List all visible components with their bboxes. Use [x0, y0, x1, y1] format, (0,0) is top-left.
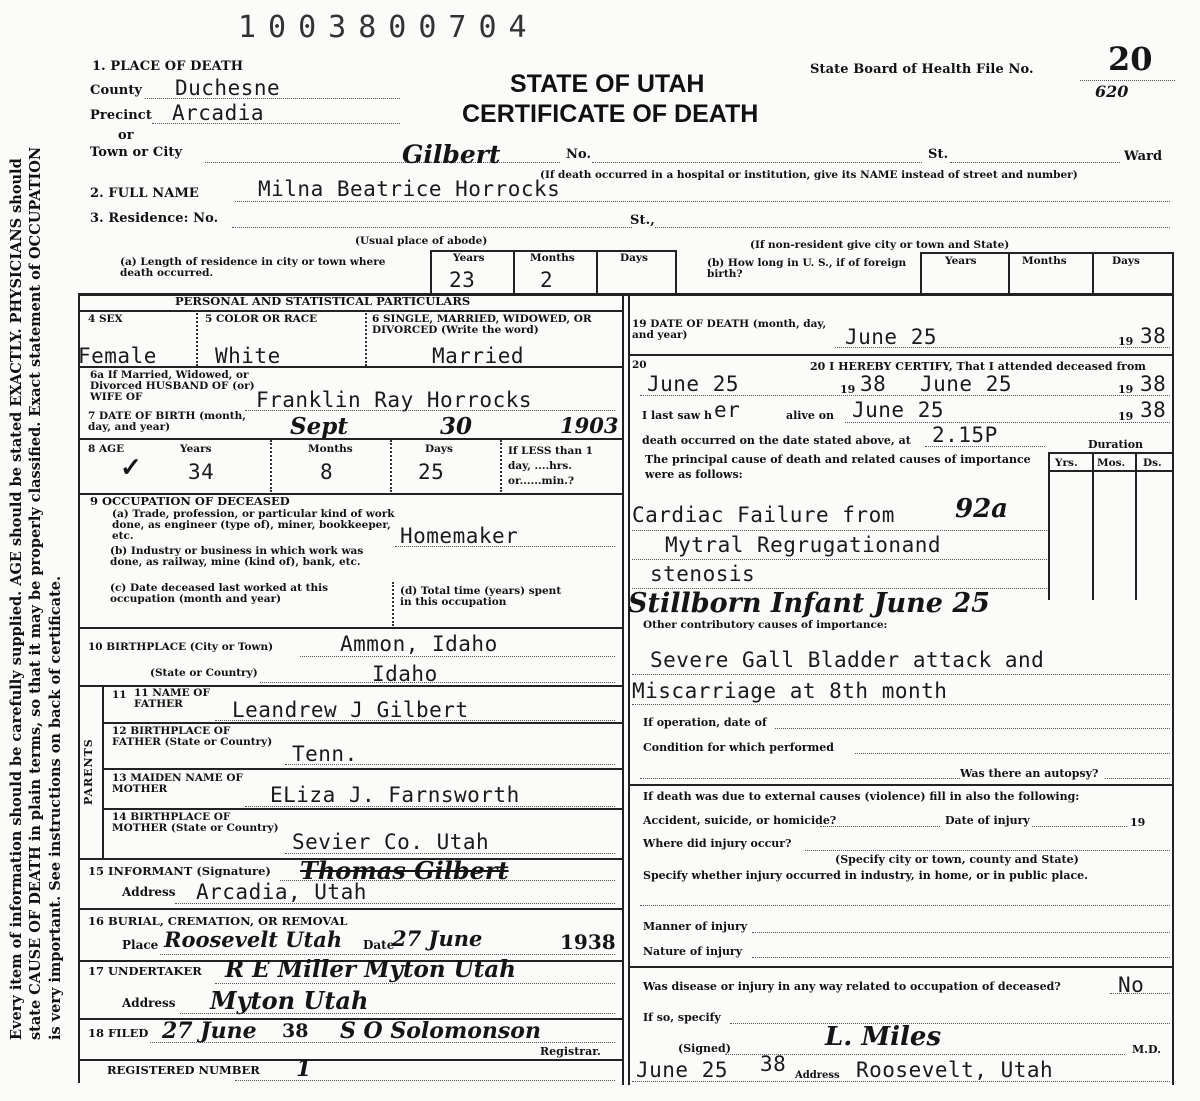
residence-street-label: St., [630, 213, 655, 228]
file-note: 620 [1095, 82, 1129, 101]
signed-date: June 25 [636, 1058, 729, 1082]
side-instructions-3: is very important. See instructions on back of certificate. [47, 575, 64, 1040]
mos-label: Mos. [1097, 457, 1126, 469]
cause-label: The principal cause of death and related causes of importance were as follows: [645, 453, 1031, 481]
occupation-b-label: (b) Industry or business in which work was done, as railway, mine (kind of), bank, etc. [110, 545, 364, 568]
length-residence-label: (a) Length of residence in city or town where death occurred. [120, 256, 386, 279]
filed-date: 27 June [162, 1018, 257, 1044]
color-value: White [215, 344, 281, 368]
attended-from: June 25 [647, 372, 740, 396]
last-saw-year: 38 [1140, 398, 1167, 422]
cause-line-2: Mytral Regrugationand [665, 533, 942, 557]
attended-to: June 25 [920, 372, 1013, 396]
last-saw-suffix: er [714, 398, 741, 422]
father-birthplace-label: 12 BIRTHPLACE OF FATHER (State or Country) [112, 725, 273, 748]
undertaker-address: Myton Utah [210, 986, 369, 1015]
less-than-day-label: If LESS than 1 day, ....hrs. or......min.? [508, 445, 593, 487]
place-of-death-label: 1. PLACE OF DEATH [92, 59, 244, 74]
burial-date: 27 June [392, 926, 483, 951]
cause-insert: 92a [955, 494, 1009, 524]
marital-label: 6 SINGLE, MARRIED, WIDOWED, OR DIVORCED (Write the word) [372, 313, 592, 336]
specify-city-label: (Specify city or town, county and State) [835, 853, 1079, 866]
dod-label: 19 DATE OF DEATH (month, day, and year) [632, 318, 827, 341]
mother-value: ELiza J. Farnsworth [270, 783, 520, 807]
operation-label: If operation, date of [643, 716, 767, 729]
other-cause-2: Miscarriage at 8th month [632, 679, 948, 703]
nature-label: Nature of injury [643, 945, 743, 958]
residence-months: 2 [540, 268, 554, 292]
attended-from-year: 38 [860, 372, 887, 396]
to-year-prefix: 19 [1118, 383, 1134, 396]
other-cause-1: Severe Gall Bladder attack and [650, 648, 1045, 672]
burial-year: 1938 [560, 930, 616, 954]
precinct-value: Arcadia [172, 101, 265, 125]
town-label: Town or City [90, 145, 183, 160]
registered-number-label: REGISTERED NUMBER [107, 1063, 260, 1077]
occupation-d-label: (d) Total time (years) spent in this occupation [400, 585, 562, 608]
dob-month: Sept [290, 413, 348, 440]
mother-birthplace: Sevier Co. Utah [292, 830, 490, 854]
side-instructions-1: Every item of information should be carefully supplied. AGE should be stated EXACTLY. PHYSICIANS should [8, 158, 25, 1040]
father-value: Leandrew J Gilbert [232, 698, 469, 722]
age-months: 8 [320, 460, 334, 484]
signed-label: (Signed) [678, 1042, 731, 1055]
mother-birthplace-label: 14 BIRTHPLACE OF MOTHER (State or Country) [112, 811, 279, 834]
occupation-c-label: (c) Date deceased last worked at this occupation (month and year) [110, 582, 328, 605]
file-number: 20 [1108, 40, 1153, 78]
certify-number: 20 [632, 359, 647, 371]
serial-number: 1003800704 [238, 10, 539, 45]
ward-label: Ward [1124, 149, 1163, 164]
time-of-death: 2.15P [932, 423, 998, 447]
injury-year-label: 19 [1130, 816, 1146, 829]
specify-industry-label: Specify whether injury occurred in industry, in home, or in public place. [643, 869, 1088, 882]
age-years: 34 [188, 460, 215, 484]
age-label: 8 AGE [88, 443, 125, 455]
undertaker-name: R E Miller Myton Utah [225, 956, 516, 983]
undertaker-address-label: Address [122, 996, 176, 1010]
color-label: 5 COLOR OR RACE [205, 313, 318, 325]
cause-line-3: stenosis [650, 562, 756, 586]
informant-address: Arcadia, Utah [196, 880, 367, 904]
informant-signature: Thomas Gilbert [300, 856, 509, 885]
father-label: 11 NAME OF FATHER [134, 687, 210, 710]
burial-date-label: Date [363, 938, 395, 952]
title-certificate: CERTIFICATE OF DEATH [462, 100, 759, 128]
informant-address-label: Address [122, 885, 176, 899]
external-causes-label: If death was due to external causes (violence) fill in also the following: [643, 790, 1080, 803]
precinct-label: Precinct [90, 108, 152, 123]
dod-year: 38 [1140, 324, 1167, 348]
age-days: 25 [418, 460, 445, 484]
dob-day: 30 [440, 413, 473, 440]
autopsy-label: Was there an autopsy? [960, 767, 1099, 780]
filed-year: 38 [282, 1020, 309, 1042]
full-name-label: 2. FULL NAME [90, 186, 199, 201]
birthplace-city: Ammon, Idaho [340, 632, 498, 656]
residence-years-label: Years [453, 252, 485, 264]
residence-label: 3. Residence: No. [90, 211, 219, 226]
us-months-label: Months [1022, 255, 1067, 267]
accident-label: Accident, suicide, or homicide? [643, 814, 837, 827]
mother-label: 13 MAIDEN NAME OF MOTHER [112, 772, 243, 795]
burial-place: Roosevelt Utah [164, 927, 343, 952]
sex-value: Female [78, 344, 157, 368]
spouse-label: 6a If Married, Widowed, or Divorced HUSBAND OF (or) WIFE OF [90, 369, 255, 403]
birthplace-state-label: (State or Country) [150, 667, 258, 679]
certify-label: 20 I HEREBY CERTIFY, That I attended deceased from [810, 360, 1146, 373]
md-label: M.D. [1132, 1043, 1161, 1056]
undertaker-label: 17 UNDERTAKER [88, 964, 202, 978]
age-days-label: Days [425, 443, 453, 455]
other-causes-label: Other contributory causes of importance: [643, 619, 888, 631]
occurred-label: death occurred on the date stated above, at [642, 434, 911, 447]
nonresident-label: (If non-resident give city or town and State) [750, 239, 1010, 251]
registrar-signature: S O Solomonson [340, 1018, 541, 1044]
hospital-note: (If death occurred in a hospital or institution, give its NAME instead of street and number) [540, 169, 1078, 181]
residence-days-label: Days [620, 252, 648, 264]
last-saw-year-prefix: 19 [1118, 410, 1134, 423]
spouse-value: Franklin Ray Horrocks [256, 388, 533, 412]
informant-label: 15 INFORMANT (Signature) [88, 864, 271, 878]
residence-months-label: Months [530, 252, 575, 264]
age-check-icon: ✓ [120, 453, 142, 483]
physician-address: Roosevelt, Utah [856, 1058, 1054, 1082]
file-number-label: State Board of Health File No. [810, 62, 1034, 77]
side-instructions-2: state CAUSE OF DEATH in plain terms, so that it may be properly classified. Exact statement of OCCUPATION [27, 146, 44, 1040]
alive-on-label: alive on [786, 409, 835, 422]
related-value: No [1118, 973, 1145, 997]
birthplace-label: 10 BIRTHPLACE (City or Town) [88, 641, 274, 653]
yrs-label: Yrs. [1055, 457, 1078, 469]
stillborn-note: Stillborn Infant June 25 [628, 588, 990, 619]
dob-label: 7 DATE OF BIRTH (month, day, and year) [88, 410, 246, 433]
signed-year: 38 [760, 1052, 787, 1076]
birthplace-state: Idaho [372, 662, 438, 686]
registered-number: 1 [296, 1056, 312, 1082]
street-label: St. [928, 147, 949, 162]
burial-place-label: Place [122, 938, 159, 952]
residence-years: 23 [449, 268, 476, 292]
dob-year: 1903 [560, 413, 619, 438]
manner-label: Manner of injury [643, 920, 748, 933]
physician-signature: L. Miles [825, 1022, 942, 1052]
occupation-value: Homemaker [400, 524, 519, 548]
or-label: or [118, 128, 134, 143]
registrar-label: Registrar. [540, 1045, 601, 1058]
condition-label: Condition for which performed [643, 741, 834, 754]
county-label: County [90, 83, 143, 98]
how-long-us-label: (b) How long in U. S., if of foreign birth? [707, 257, 907, 280]
duration-label: Duration [1088, 438, 1144, 451]
father-number-label: 11 [112, 689, 127, 701]
personal-heading: PERSONAL AND STATISTICAL PARTICULARS [175, 294, 471, 308]
occupation-a-label: (a) Trade, profession, or particular kind of work done, as engineer (type of), miner, bookkeeper, etc. [112, 508, 395, 542]
us-years-label: Years [945, 255, 977, 267]
number-label: No. [566, 147, 592, 162]
dod-value: June 25 [845, 325, 938, 349]
filed-label: 18 FILED [88, 1026, 149, 1040]
where-injury-label: Where did injury occur? [643, 837, 792, 850]
related-label: Was disease or injury in any way related to occupation of deceased? [643, 980, 1061, 993]
age-years-label: Years [180, 443, 212, 455]
age-months-label: Months [308, 443, 353, 455]
from-year-prefix: 19 [840, 383, 856, 396]
burial-label: 16 BURIAL, CREMATION, OR REMOVAL [88, 914, 348, 928]
title-state: STATE OF UTAH [510, 70, 705, 98]
last-saw-label: I last saw h [642, 409, 713, 422]
full-name-insert: Gilbert [402, 140, 501, 169]
injury-date-label: Date of injury [945, 814, 1030, 827]
sex-label: 4 SEX [88, 313, 123, 325]
parents-side-label: PARENTS [82, 738, 95, 805]
occupation-label: 9 OCCUPATION OF DECEASED [90, 494, 290, 508]
if-so-label: If so, specify [643, 1011, 721, 1024]
cause-line-1: Cardiac Failure from [632, 503, 895, 527]
last-saw-date: June 25 [852, 398, 945, 422]
full-name-value: Milna Beatrice Horrocks [258, 177, 561, 201]
marital-value: Married [432, 344, 525, 368]
county-value: Duchesne [175, 76, 281, 100]
ds-label: Ds. [1143, 457, 1162, 469]
physician-address-label: Address [795, 1070, 840, 1081]
attended-to-year: 38 [1140, 372, 1167, 396]
us-days-label: Days [1112, 255, 1140, 267]
usual-abode-label: (Usual place of abode) [355, 235, 488, 247]
dod-year-prefix: 19 [1118, 335, 1134, 348]
father-birthplace: Tenn. [292, 742, 358, 766]
